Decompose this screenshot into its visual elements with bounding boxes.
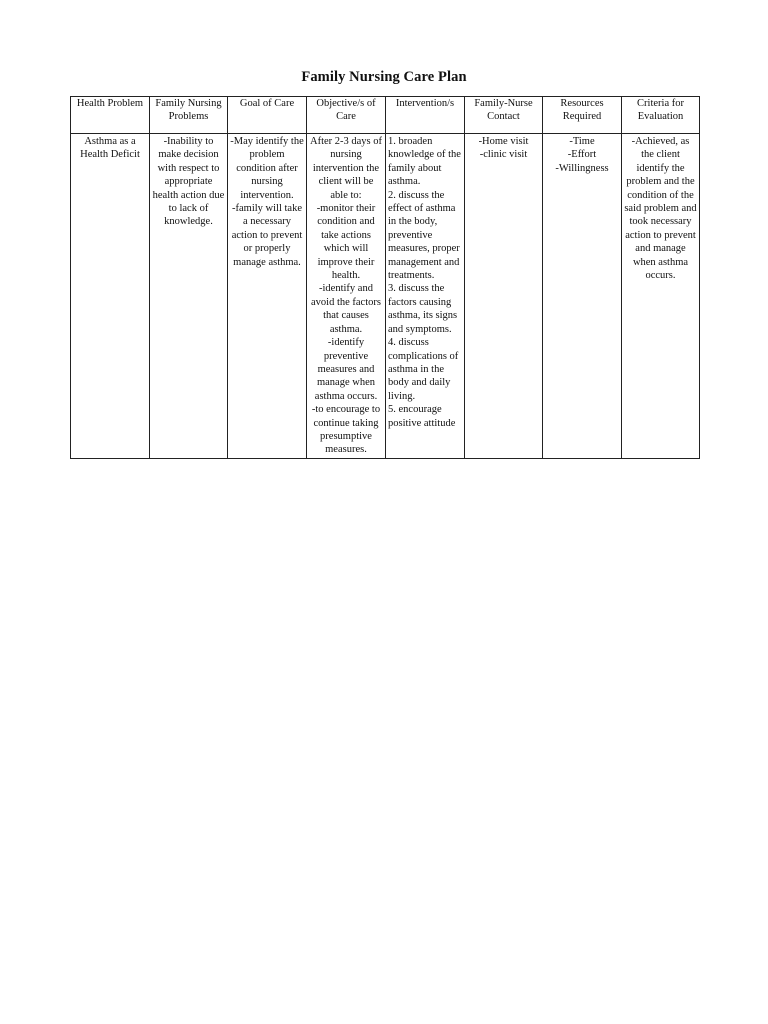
contact-item: -Home visit bbox=[478, 136, 529, 147]
cell-criteria-for-evaluation: -Achieved, as the client identify the problem and the condition of the said problem and took necessary action to prevent and manage when asthma occurs. bbox=[622, 134, 700, 459]
cell-resources-required bbox=[543, 134, 622, 459]
table-row bbox=[71, 134, 700, 459]
cell-objectives-of-care bbox=[307, 134, 386, 459]
header-resources-required: Resources Required bbox=[543, 97, 622, 134]
cell-interventions bbox=[386, 134, 465, 459]
intervention-item: 1. broaden knowledge of the family about asthma. bbox=[388, 136, 461, 188]
intervention-item: 5. encourage positive attitude bbox=[388, 404, 456, 429]
page-title: Family Nursing Care Plan bbox=[301, 69, 467, 85]
resource-item: -Willingness bbox=[555, 162, 609, 174]
cell-family-nurse-contact bbox=[465, 134, 543, 459]
header-family-nursing-problems: Family Nursing Problems bbox=[150, 97, 228, 134]
contact-item: -clinic visit bbox=[479, 149, 528, 161]
header-objectives-of-care: Objective/s of Care bbox=[307, 97, 386, 134]
care-plan-table bbox=[70, 96, 700, 459]
resource-item: -Time bbox=[569, 136, 595, 147]
header-goal-of-care: Goal of Care bbox=[228, 97, 307, 134]
header-family-nurse-contact: Family-Nurse Contact bbox=[465, 97, 543, 134]
objective-item: -to encourage to continue taking presumptive measures. bbox=[311, 404, 381, 456]
intervention-item: 4. discuss complications of asthma in the body and daily living. bbox=[388, 337, 459, 402]
objective-item: After 2-3 days of nursing intervention the client will be able to: bbox=[309, 136, 383, 201]
table-header-row bbox=[71, 97, 700, 134]
intervention-item: 3. discuss the factors causing asthma, its signs and symptoms. bbox=[388, 283, 458, 335]
cell-health-problem: Asthma as a Health Deficit bbox=[71, 134, 150, 459]
cell-family-nursing-problems: -Inability to make decision with respect to appropriate health action due to lack of knowledge. bbox=[150, 134, 228, 459]
objective-item: -identify preventive measures and manage when asthma occurs. bbox=[314, 337, 378, 402]
header-health-problem: Health Problem bbox=[71, 97, 150, 134]
goal-item: -May identify the problem condition after nursing intervention. bbox=[230, 136, 304, 201]
cell-goal-of-care bbox=[228, 134, 307, 459]
header-criteria-for-evaluation: Criteria for Evaluation bbox=[622, 97, 700, 134]
objective-item: -identify and avoid the factors that causes asthma. bbox=[311, 283, 381, 335]
resource-item: -Effort bbox=[567, 149, 597, 161]
header-interventions: Intervention/s bbox=[386, 97, 465, 134]
intervention-item: 2. discuss the effect of asthma in the body, preventive measures, proper management and treatments. bbox=[388, 189, 460, 282]
objective-item: -monitor their condition and take actions which will improve their health. bbox=[316, 203, 376, 282]
goal-item: -family will take a necessary action to prevent or properly manage asthma. bbox=[231, 203, 303, 268]
